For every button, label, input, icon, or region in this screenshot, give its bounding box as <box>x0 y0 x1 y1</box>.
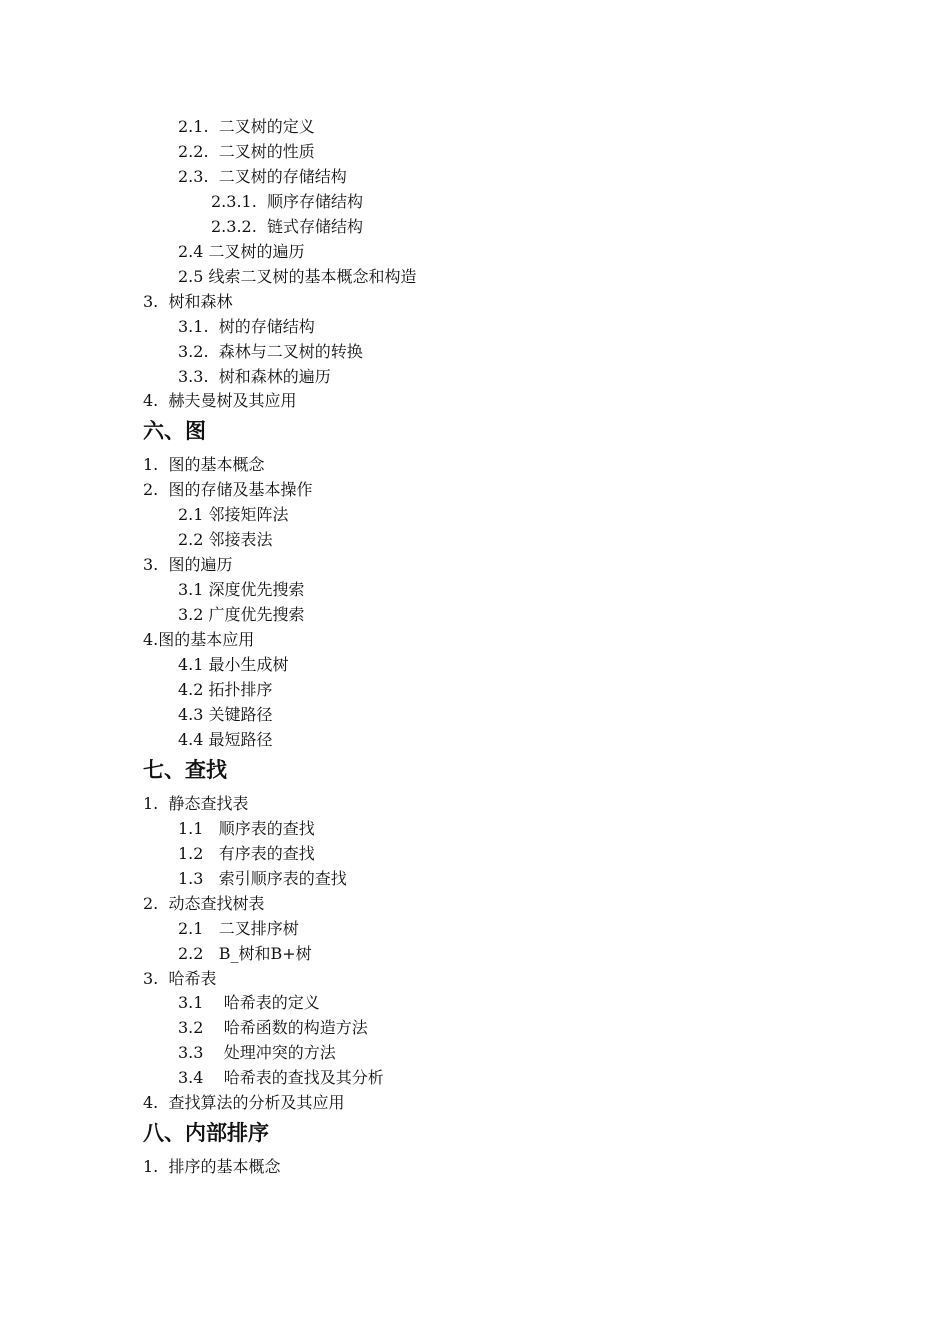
outline-subitem: 3.3. 树和森林的遍历 <box>178 366 331 386</box>
outline-subitem: 3.2. 森林与二叉树的转换 <box>178 341 363 361</box>
outline-subitem: 3.1 深度优先搜索 <box>178 580 305 600</box>
section-heading: 八、内部排序 <box>143 1121 269 1146</box>
section-heading: 六、图 <box>143 419 206 444</box>
outline-item: 1. 图的基本概念 <box>143 455 265 475</box>
outline-subitem: 3.1 哈希表的定义 <box>178 993 320 1013</box>
outline-subitem: 4.2 拓扑排序 <box>178 680 273 699</box>
outline-subitem: 2.1 二叉排序树 <box>178 918 299 938</box>
outline-item: 4.图的基本应用 <box>143 630 255 650</box>
outline-subitem: 2.2. 二叉树的性质 <box>178 141 315 161</box>
outline-item: 4. 查找算法的分析及其应用 <box>143 1093 345 1113</box>
outline-subitem: 2.4 二叉树的遍历 <box>178 241 305 261</box>
outline-subitem: 4.4 最短路径 <box>178 729 273 749</box>
outline-item: 1. 排序的基本概念 <box>143 1157 281 1177</box>
outline-item: 2. 动态查找树表 <box>143 893 265 913</box>
outline-subitem: 3.1. 树的存储结构 <box>178 316 315 336</box>
outline-subitem: 1.3 索引顺序表的查找 <box>178 868 347 888</box>
outline-subitem: 2.3.2. 链式存储结构 <box>211 216 363 236</box>
outline-subitem: 3.3 处理冲突的方法 <box>178 1043 336 1063</box>
outline-subitem: 2.3.1. 顺序存储结构 <box>211 191 363 211</box>
outline-item: 3. 哈希表 <box>143 968 217 988</box>
outline-subitem: 2.2 邻接表法 <box>178 530 273 550</box>
outline-subitem: 2.5 线索二叉树的基本概念和构造 <box>178 266 417 286</box>
outline-subitem: 4.1 最小生成树 <box>178 655 289 674</box>
outline-subitem: 3.4 哈希表的查找及其分析 <box>178 1068 384 1088</box>
outline-item: 1. 静态查找表 <box>143 793 249 813</box>
outline-item: 4. 赫夫曼树及其应用 <box>143 391 297 411</box>
outline-subitem: 2.1. 二叉树的定义 <box>178 117 315 136</box>
section-heading: 七、查找 <box>143 757 227 782</box>
outline-subitem: 2.1 邻接矩阵法 <box>178 505 289 525</box>
outline-item: 3. 树和森林 <box>143 291 233 311</box>
outline-item: 3. 图的遍历 <box>143 555 233 575</box>
outline-subitem: 1.1 顺序表的查找 <box>178 818 315 838</box>
outline-subitem: 1.2 有序表的查找 <box>178 843 315 863</box>
outline-subitem: 3.2 广度优先搜索 <box>178 605 305 625</box>
outline-item: 2. 图的存储及基本操作 <box>143 480 313 500</box>
outline-subitem: 2.3. 二叉树的存储结构 <box>178 166 347 186</box>
outline-subitem: 3.2 哈希函数的构造方法 <box>178 1018 368 1038</box>
outline-subitem: 2.2 B_树和B+树 <box>178 943 312 963</box>
outline-subitem: 4.3 关键路径 <box>178 704 273 724</box>
